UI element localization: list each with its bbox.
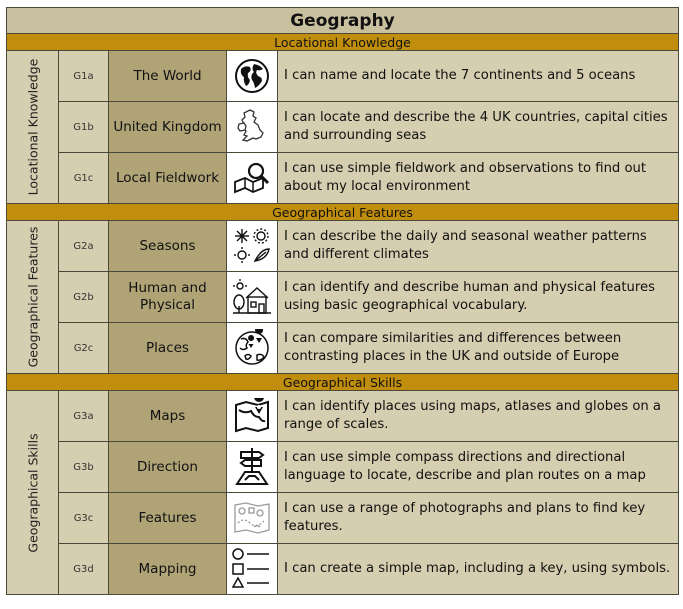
- map-pin-icon: [227, 391, 278, 442]
- map-key-icon: [227, 544, 278, 595]
- row-code: G2b: [59, 272, 109, 323]
- globe-pins-icon: [227, 323, 278, 374]
- row-description: I can use a range of photographs and plans to find key features.: [278, 493, 679, 544]
- row-code: G1b: [59, 102, 109, 153]
- table-row: [7, 493, 679, 544]
- row-code: G3d: [59, 544, 109, 595]
- side-label: Geographical Skills: [25, 432, 40, 553]
- row-description: I can locate and describe the 4 UK countries, capital cities and surrounding seas: [278, 102, 679, 153]
- globe-icon: [227, 51, 278, 102]
- section-header-geographical-features: Geographical Features: [7, 204, 679, 221]
- row-name: Mapping: [109, 544, 227, 595]
- row-name: United Kingdom: [109, 102, 227, 153]
- page-title: Geography: [7, 8, 679, 34]
- table-row: [7, 221, 679, 272]
- side-label: Geographical Features: [25, 226, 40, 368]
- house-tree-icon: [227, 272, 278, 323]
- row-code: G2c: [59, 323, 109, 374]
- row-code: G2a: [59, 221, 109, 272]
- table-row: [7, 102, 679, 153]
- row-description: I can identify and describe human and physical features using basic geographical vocabulary.: [278, 272, 679, 323]
- row-code: G1c: [59, 153, 109, 204]
- table-row: [7, 272, 679, 323]
- row-name: Seasons: [109, 221, 227, 272]
- side-column: [7, 221, 59, 374]
- row-code: G3c: [59, 493, 109, 544]
- geography-table: [6, 7, 679, 595]
- row-description: I can compare similarities and differences between contrasting places in the UK and outside of Europe: [278, 323, 679, 374]
- table-row: [7, 51, 679, 102]
- row-name: Human and Physical: [109, 272, 227, 323]
- row-description: I can use simple fieldwork and observations to find out about my local environment: [278, 153, 679, 204]
- signpost-icon: [227, 442, 278, 493]
- table-row: [7, 391, 679, 442]
- side-column: [7, 51, 59, 204]
- side-column: [7, 391, 59, 595]
- row-name: Local Fieldwork: [109, 153, 227, 204]
- table-row: [7, 544, 679, 595]
- row-description: I can name and locate the 7 continents and 5 oceans: [278, 51, 679, 102]
- row-code: G3b: [59, 442, 109, 493]
- seasons-icon: [227, 221, 278, 272]
- plan-map-icon: [227, 493, 278, 544]
- row-code: G3a: [59, 391, 109, 442]
- row-description: I can create a simple map, including a key, using symbols.: [278, 544, 679, 595]
- uk-map-icon: [227, 102, 278, 153]
- row-name: Maps: [109, 391, 227, 442]
- map-magnifier-icon: [227, 153, 278, 204]
- section-header-locational-knowledge: Locational Knowledge: [7, 34, 679, 51]
- table-row: [7, 153, 679, 204]
- row-description: I can identify places using maps, atlases and globes on a range of scales.: [278, 391, 679, 442]
- row-description: I can describe the daily and seasonal weather patterns and different climates: [278, 221, 679, 272]
- row-description: I can use simple compass directions and directional language to locate, describe and plan routes on a map: [278, 442, 679, 493]
- row-code: G1a: [59, 51, 109, 102]
- side-label: Locational Knowledge: [25, 58, 40, 196]
- table-row: [7, 442, 679, 493]
- section-header-geographical-skills: Geographical Skills: [7, 374, 679, 391]
- table-row: [7, 323, 679, 374]
- row-name: Places: [109, 323, 227, 374]
- row-name: The World: [109, 51, 227, 102]
- row-name: Features: [109, 493, 227, 544]
- row-name: Direction: [109, 442, 227, 493]
